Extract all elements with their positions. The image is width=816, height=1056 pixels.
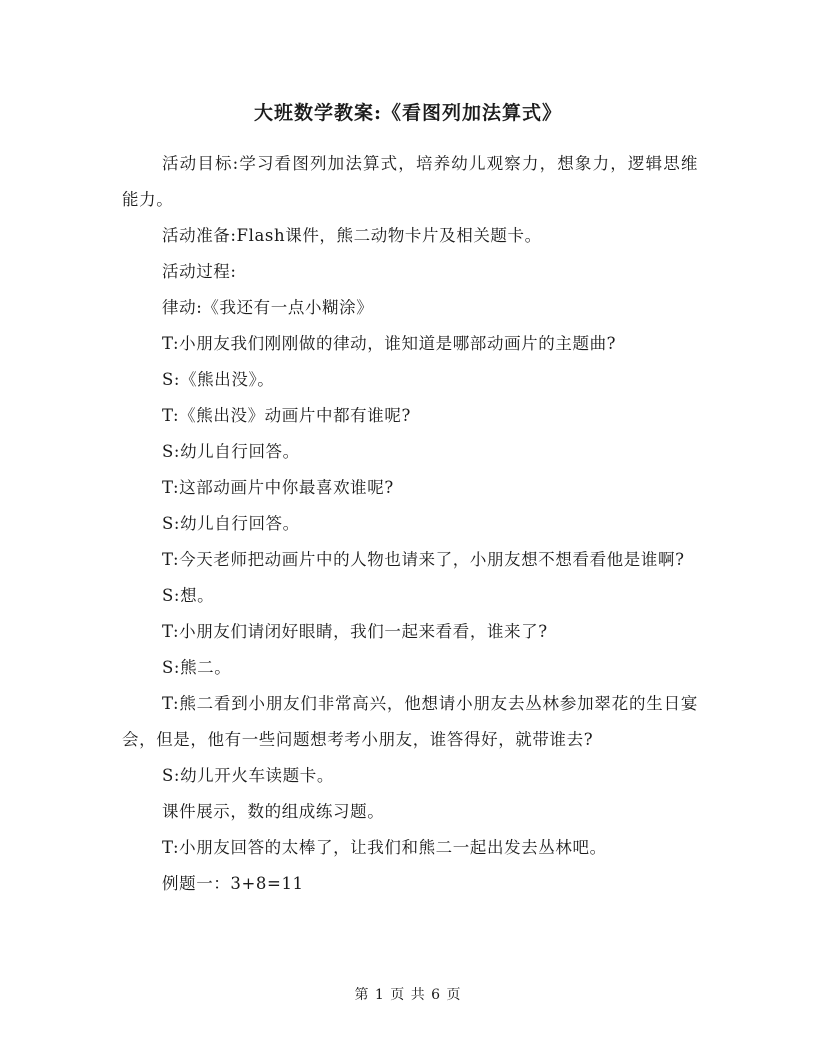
document-body [122,146,698,902]
paragraph: T:小朋友回答的太棒了，让我们和熊二一起出发去丛林吧。 [162,838,607,857]
paragraph: 律动:《我还有一点小糊涂》 [162,298,374,317]
paragraph: 例题一：3+8=11 [162,874,304,893]
paragraph: S:幼儿开火车读题卡。 [162,766,334,785]
document-title: 大班数学教案:《看图列加法算式》 [253,102,562,124]
paragraph: 活动目标:学习看图列加法算式，培养幼儿观察力，想象力，逻辑思维能力。 [122,154,698,209]
paragraph: T:今天老师把动画片中的人物也请来了，小朋友想不想看看他是谁啊? [162,550,685,569]
paragraph: 课件展示，数的组成练习题。 [162,802,385,821]
paragraph: S:想。 [162,586,215,605]
paragraph: S:幼儿自行回答。 [162,442,300,461]
paragraph: S:《熊出没》。 [162,370,275,389]
paragraph: T:这部动画片中你最喜欢谁呢? [162,478,394,497]
paragraph: T:小朋友们请闭好眼睛，我们一起来看看，谁来了? [162,622,548,641]
paragraph: T:熊二看到小朋友们非常高兴，他想请小朋友去丛林参加翠花的生日宴会，但是，他有一些问题想考考小朋友，谁答得好，就带谁去? [122,694,698,749]
paragraph: T:《熊出没》动画片中都有谁呢? [162,406,411,425]
paragraph: 活动准备:Flash课件，熊二动物卡片及相关题卡。 [162,226,542,245]
paragraph: S:幼儿自行回答。 [162,514,300,533]
page-number-footer: 第 1 页 共 6 页 [354,987,462,1003]
paragraph: T:小朋友我们刚刚做的律动，谁知道是哪部动画片的主题曲? [162,334,617,353]
paragraph: S:熊二。 [162,658,232,677]
paragraph: 活动过程: [162,262,237,281]
